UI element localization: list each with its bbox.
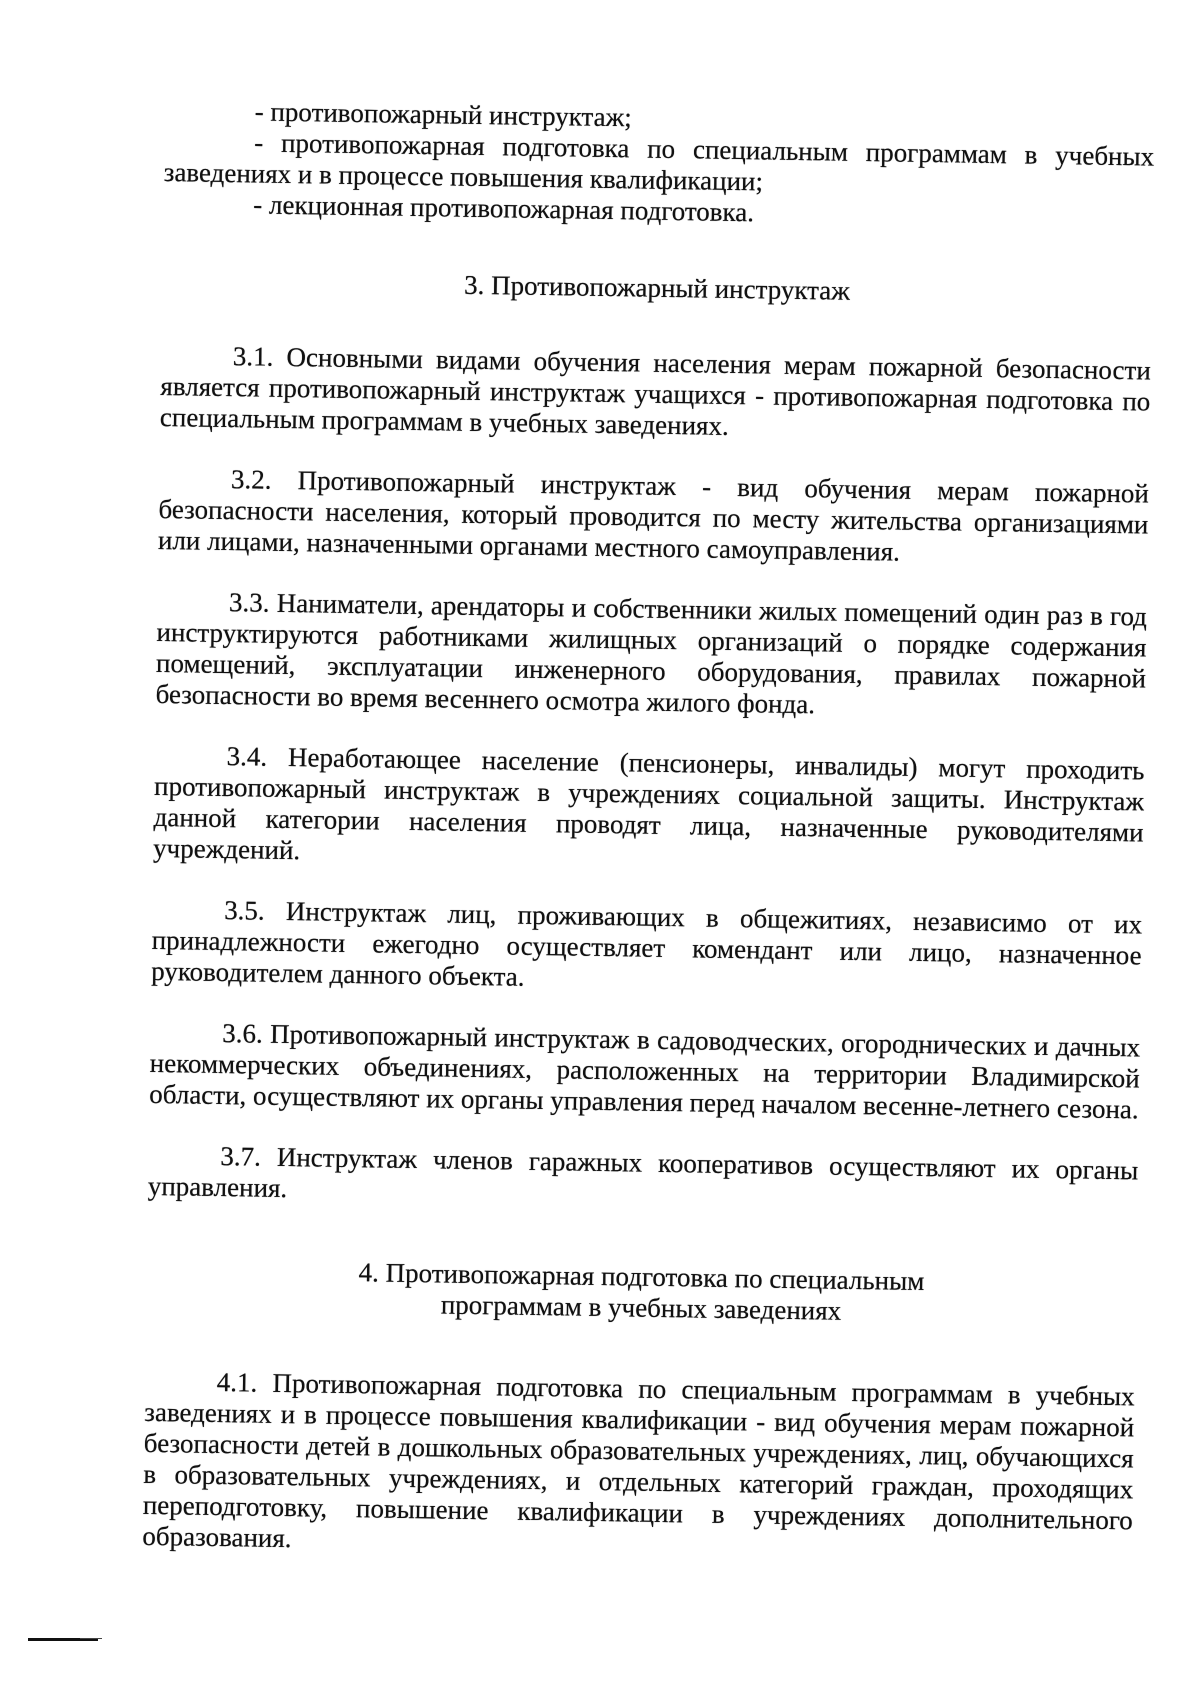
paragraph-3-2: 3.2. Противопожарный инструктаж - вид обучения мерам пожарной безопасности населения, который проводится по месту жительства организациями или лицами, назначенными органами местного самоуправления. <box>157 464 1150 567</box>
section-3-heading: 3. Противопожарный инструктаж <box>463 269 851 306</box>
paragraph-3-1: 3.1. Основными видами обучения населения мерам пожарной безопасности является противопожарный инструктаж учащихся - противопожарная подготовка по специальным программам в учебных заведениях. <box>159 341 1152 441</box>
paragraph-4-1: 4.1. Противопожарная подготовка по специальным программам в учебных заведениях и в процессе повышения квалификации - вид обучения мерам пожарной безопасности детей в дошкольных образовательных учреждениях, лиц, обучающихся в образовательных учреждениях, и отдельных категорий граждан, проходящих переподготовку, повышение квалификации в учреждениях дополнительного образования. <box>142 1366 1135 1554</box>
paragraph-3-7: 3.7. Инструктаж членов гаражных кооперативов осуществляют их органы управления. <box>147 1141 1139 1204</box>
section-4-heading-line-1: 4. Противопожарная подготовка по специальным <box>358 1257 925 1297</box>
paragraph-3-6: 3.6. Противопожарный инструктаж в садоводческих, огороднических и дачных некоммерческих объединениях, расположенных на территории Владимирской области, осуществляют их органы управления перед началом весенне-летнего сезона. <box>149 1018 1141 1125</box>
intro-list-item: - лекционная противопожарная подготовка. <box>253 189 755 228</box>
section-4-heading <box>146 1254 1137 1332</box>
paragraph-3-5: 3.5. Инструктаж лиц, проживающих в общежитиях, независимо от их принадлежности ежегодно осуществляет комендант или лицо, назначенное руководителем данного объекта. <box>151 895 1143 992</box>
intro-list-item: - противопожарный инструктаж; <box>254 96 632 133</box>
document-body <box>142 95 1155 1597</box>
paragraph-3-3: 3.3. Наниматели, арендаторы и собственники жилых помещений один раз в год инструктируются работниками жилищных организаций о порядке содержания помещений, эксплуатации инженерного оборудования, правилах пожарной безопасности во время весеннего осмотра жилого фонда. <box>155 587 1148 720</box>
section-4-heading-line-2: программам в учебных заведениях <box>440 1289 842 1326</box>
paragraph-3-4: 3.4. Неработающее население (пенсионеры, инвалиды) могут проходить противопожарный инструктаж в учреждениях социальной защиты. Инструктаж данной категории населения проводят лица, назначенные руководителями учреждений. <box>152 741 1145 866</box>
intro-list-item: - противопожарная подготовка по специальным программам в учебных заведениях и в процессе повышения квалификации; <box>163 127 1155 197</box>
footer-rule-tail <box>80 1638 102 1639</box>
